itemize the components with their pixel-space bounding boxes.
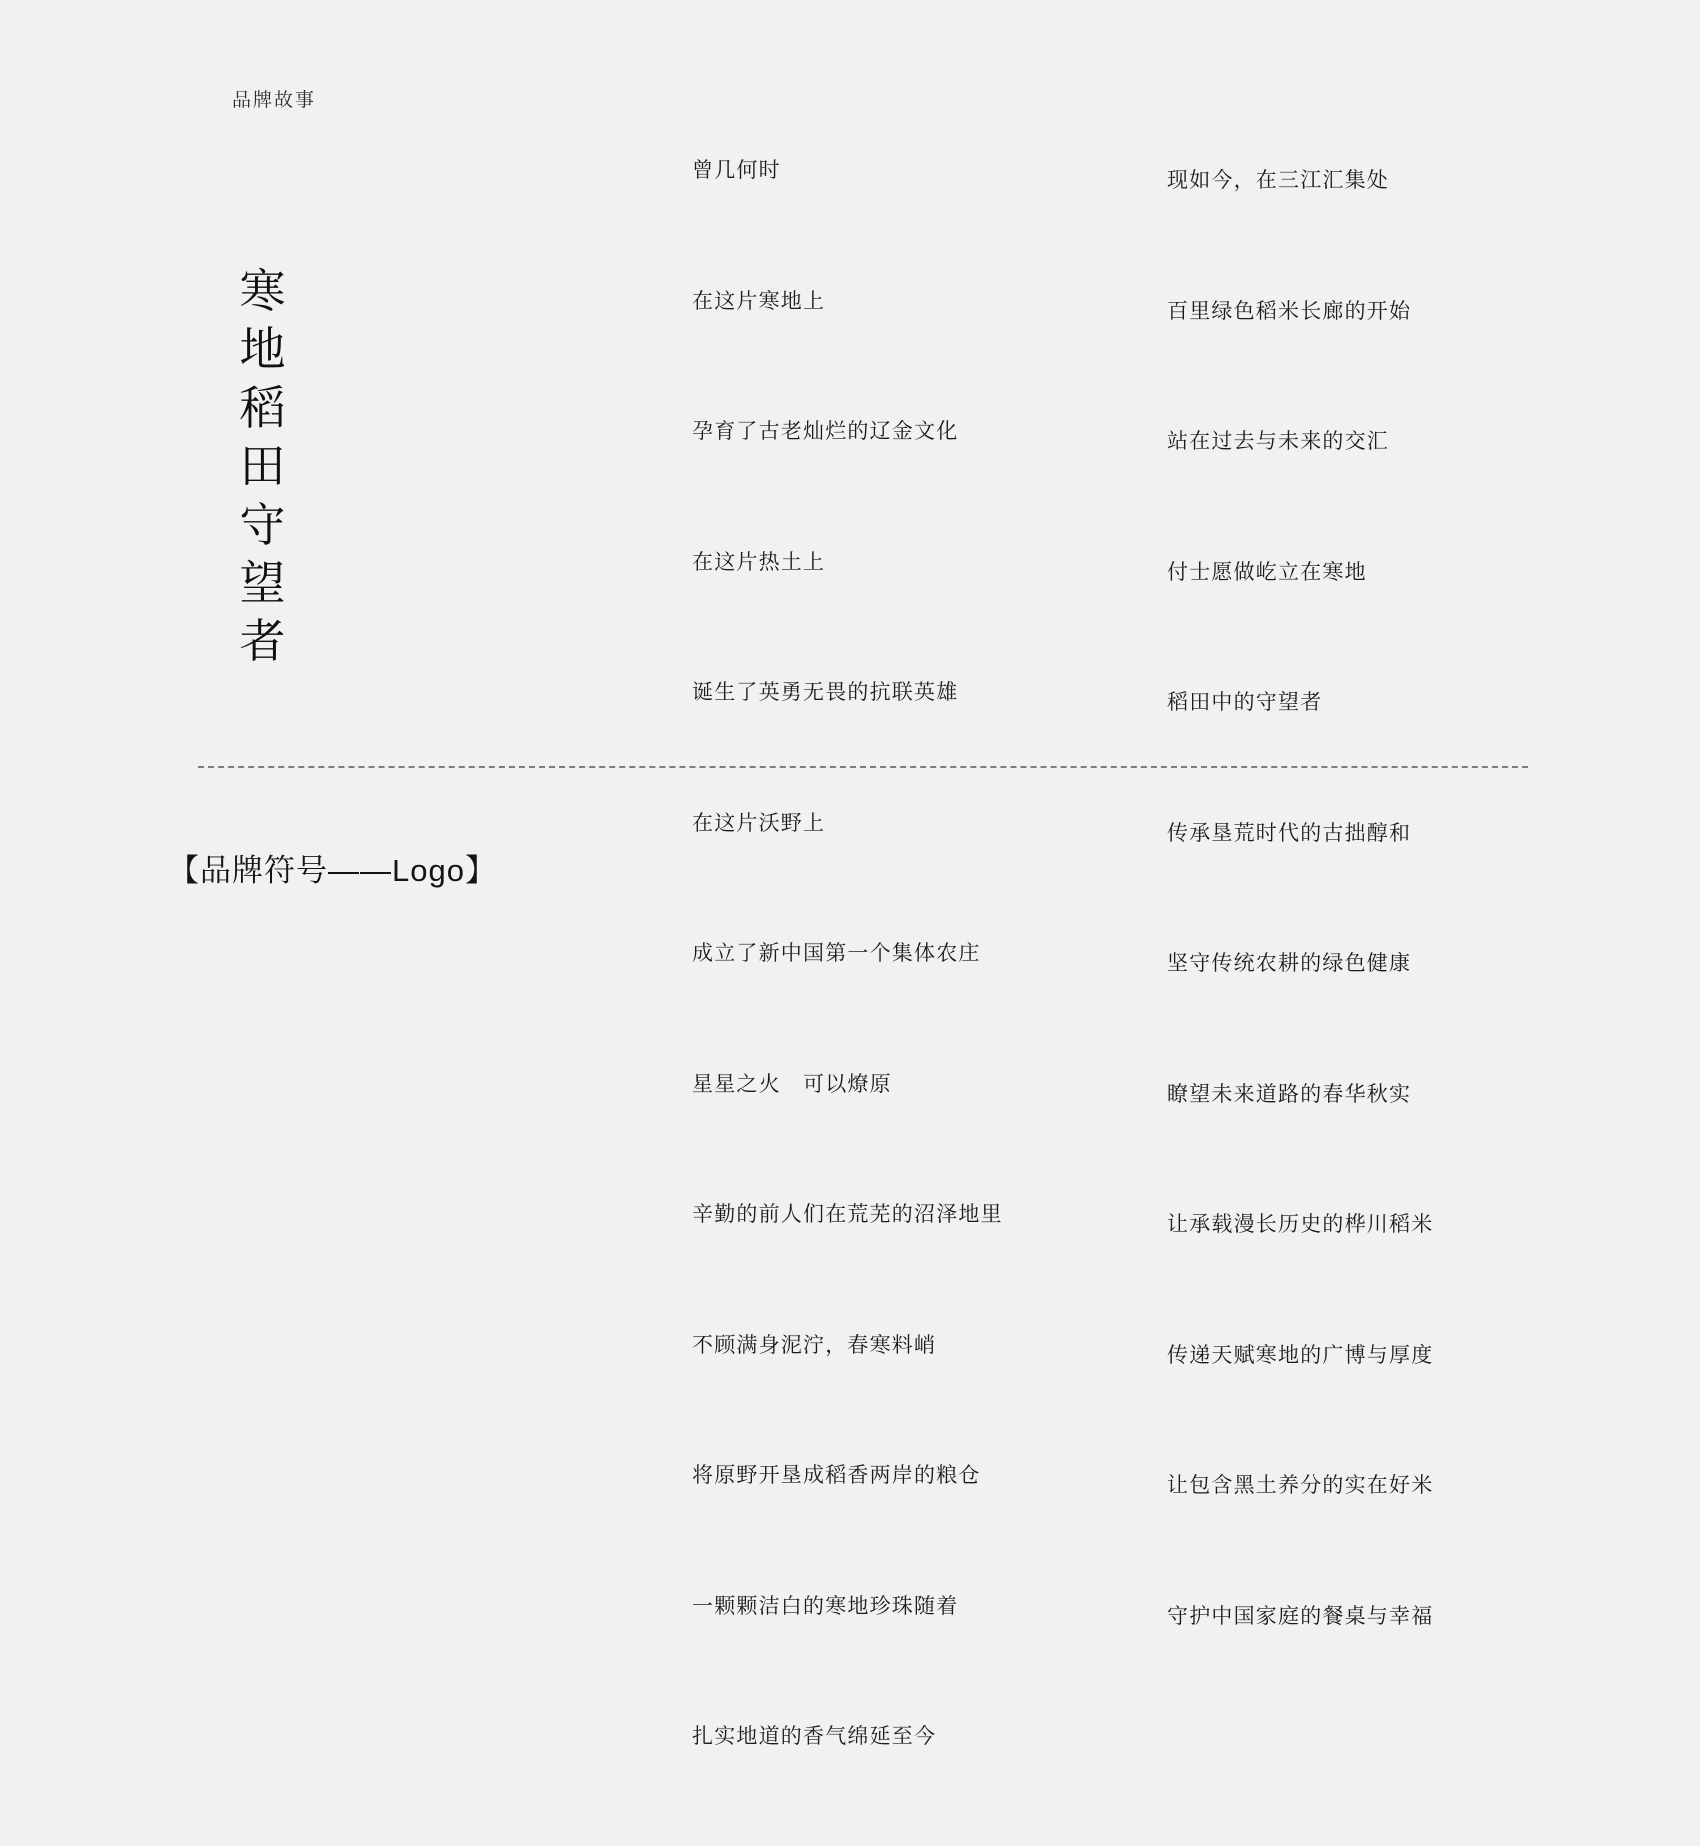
poem-line: 不顾满身泥泞，春寒料峭 (692, 1333, 937, 1357)
poem-line: 成立了新中国第一个集体农庄 (692, 942, 981, 965)
poem-column-2 (1167, 72, 1433, 1725)
vertical-title (228, 262, 298, 671)
poem-line: 将原野开垦成稻香两岸的粮仓 (692, 1464, 981, 1487)
poem-line: 星星之火 可以燎原 (692, 1072, 892, 1096)
poem-line: 坚守传统农耕的绿色健康 (1167, 952, 1412, 975)
vertical-title-char: 守 (239, 498, 287, 551)
poem-line: 百里绿色稻米长廊的开始 (1167, 299, 1412, 323)
poem-line: 曾几何时 (692, 159, 781, 182)
vertical-title-char: 望 (239, 557, 287, 610)
poem-line: 诞生了英勇无畏的抗联英雄 (692, 681, 959, 704)
vertical-title-char: 稻 (239, 381, 287, 434)
poem-line: 付士愿做屹立在寒地 (1167, 560, 1367, 584)
poem-line: 一颗颗洁白的寒地珍珠随着 (692, 1594, 959, 1618)
poem-line: 传承垦荒时代的古拙醇和 (1167, 821, 1412, 845)
footer-heading: 【品牌符号——Logo】 (168, 853, 497, 888)
poem-line: 瞭望未来道路的春华秋实 (1167, 1082, 1412, 1106)
poem-line: 孕育了古老灿烂的辽金文化 (692, 420, 959, 443)
poem-line: 在这片沃野上 (692, 811, 826, 835)
poem-line: 现如今，在三江汇集处 (1167, 169, 1389, 192)
poem-line: 在这片寒地上 (692, 289, 826, 313)
section-label: 品牌故事 (232, 90, 317, 111)
vertical-title-char: 田 (239, 440, 287, 493)
poem-line: 让包含黑土养分的实在好米 (1167, 1474, 1434, 1497)
dashed-divider (198, 766, 1528, 768)
poem-line: 站在过去与未来的交汇 (1167, 430, 1389, 453)
vertical-title-char: 寒 (239, 265, 287, 317)
poem-line: 传递天赋寒地的广博与厚度 (1167, 1343, 1434, 1367)
vertical-title-char: 者 (239, 615, 287, 668)
poem-line: 稻田中的守望者 (1167, 691, 1323, 714)
vertical-title-char: 地 (239, 323, 287, 376)
poem-line: 在这片热土上 (692, 550, 826, 574)
poem-line: 让承载漫长历史的桦川稻米 (1167, 1213, 1434, 1236)
poem-line: 辛勤的前人们在荒芜的沼泽地里 (692, 1203, 1003, 1226)
poem-line: 守护中国家庭的餐桌与幸福 (1167, 1604, 1434, 1628)
poem-line: 扎实地道的香气绵延至今 (692, 1725, 937, 1748)
